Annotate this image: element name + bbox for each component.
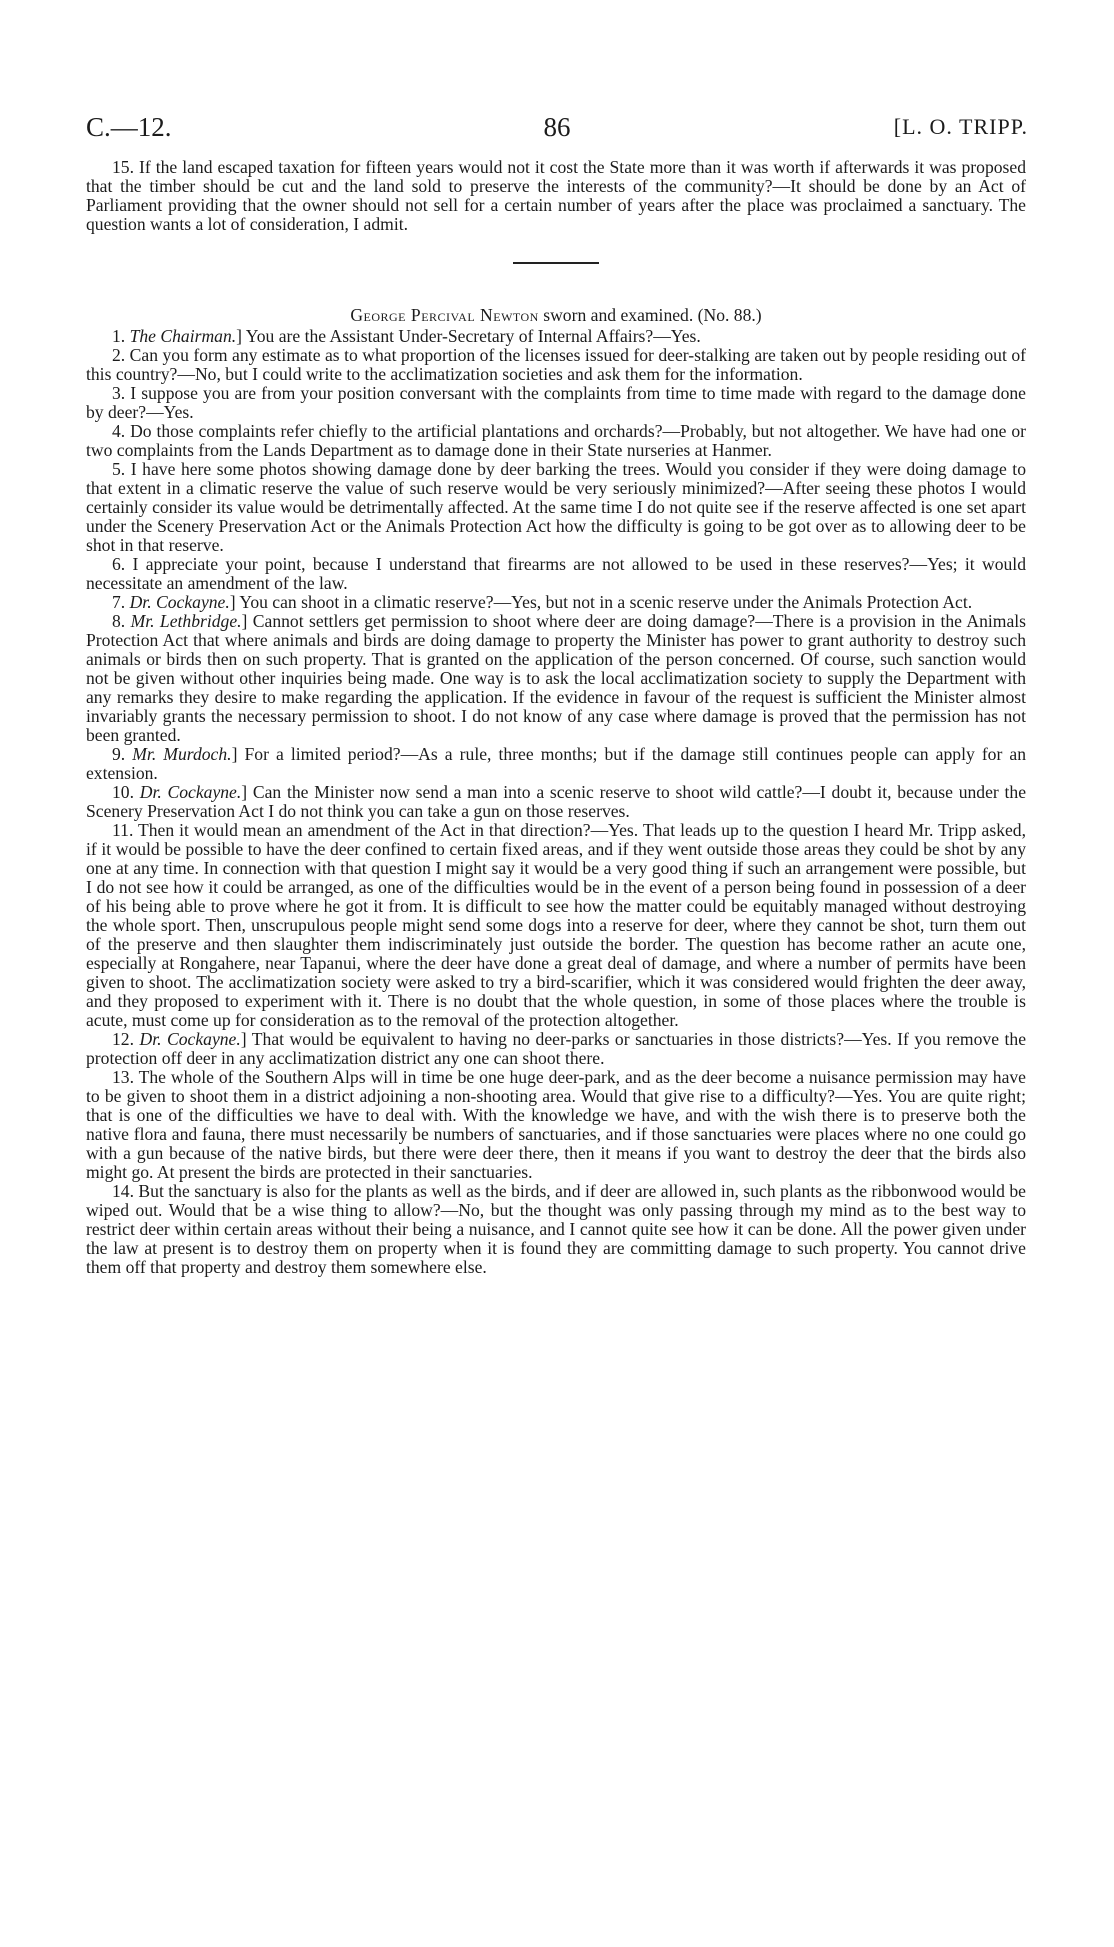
paragraph-q7 xyxy=(86,593,1026,612)
section-divider xyxy=(513,262,599,264)
speaker-name: Dr. Cockayne. xyxy=(129,592,230,612)
paragraph-q12 xyxy=(86,1030,1026,1068)
paragraph-q13: 13. The whole of the Southern Alps will in time be one huge deer-park, and as the deer become a nuisance permission may have to be given to shoot them in a district adjoining a non-shooting area. Would that give rise to a difficulty?—Yes. You are quite right; that is one of the difficulties we have to deal with. With the knowledge we have, and with the wish there is to preserve both the native flora and fauna, there must necessarily be numbers of sanctuaries, and if those sanctuaries were places where no one could go with a gun because of the native birds, but there were deer there, then it means if you want to destroy the deer that the birds also might go. At present the birds are protected in their sanctuaries. xyxy=(86,1067,1026,1182)
witness-header: [L. O. TRIPP. xyxy=(893,114,1028,139)
paragraph-q15: 15. If the land escaped taxation for fifteen years would not it cost the State more than it was worth if afterwards it was proposed that the timber should be cut and the land sold to preserve the interests of the community?—It should be done by an Act of Parliament providing that the owner should not sell for a certain number of years after the place was proclaimed a sanctuary. The question wants a lot of consideration, I admit. xyxy=(86,157,1026,234)
paragraph-q8 xyxy=(86,612,1026,745)
speaker-name: Mr. Lethbridge. xyxy=(130,611,242,631)
speaker-name: Dr. Cockayne. xyxy=(139,782,242,802)
question-number: 1. xyxy=(112,326,130,346)
paragraph-q11: 11. Then it would mean an amendment of the Act in that direction?—Yes. That leads up to the question I heard Mr. Tripp asked, if it would be possible to have the deer confined to certain fixed areas, and if they went outside those areas they could be shot by any one at any time. In connection with that question I might say it would be a very good thing if such an arrangement were possible, but I do not see how it could be arranged, as one of the difficulties would be in the event of a person being found in possession of a deer of his being able to prove where he got it from. It is difficult to see how the matter could be equitably managed without destroying the whole sport. Then, unscrupulous people might send some dogs into a reserve for deer, where they cannot be shot, turn them out of the preserve and then slaughter them indiscriminately just outside the border. The question has become rather an acute one, especially at Rongahere, near Tapanui, where the deer have done a great deal of damage, and where a number of permits have been given to shoot. The acclimatization society were asked to try a bird-scarifier, which it was considered would frighten the deer away, and they proposed to experiment with it. There is no doubt that the whole question, in some of those places where the trouble is acute, must come up for consideration as to the removal of the protection altogether. xyxy=(86,820,1026,1030)
paragraph-q4: 4. Do those complaints refer chiefly to the artificial plantations and orchards?—Probably, but not altogether. We have had one or two complaints from the Lands Department as to damage done in their State nurseries at Hanmer. xyxy=(86,421,1026,460)
question-text: ] For a limited period?—As a rule, three months; but if the damage still continues people can apply for an extension. xyxy=(86,744,1027,783)
speaker-name: The Chairman. xyxy=(129,326,237,346)
question-number: 10. xyxy=(112,782,140,802)
page-number: 86 xyxy=(543,112,571,142)
question-text: ] Can the Minister now send a man into a scenic reserve to shoot wild cattle?—I doubt it, because under the Scenery Preservation Act I do not think you can take a gun on those reserves. xyxy=(86,782,1027,821)
witness-heading xyxy=(86,306,1026,325)
paragraph-q3: 3. I suppose you are from your position conversant with the complaints from time to time made with regard to the damage done by deer?—Yes. xyxy=(86,383,1026,422)
speaker-name: Mr. Murdoch. xyxy=(132,744,232,764)
question-text: ] That would be equivalent to having no deer-parks or sanctuaries in those districts?—Yes. If you remove the protection off deer in any acclimatization district any one can shoot there. xyxy=(86,1029,1026,1068)
document-body xyxy=(86,158,1026,1277)
page-header xyxy=(86,112,1028,152)
question-number: 12. xyxy=(112,1029,140,1049)
speaker-name: Dr. Cockayne. xyxy=(139,1029,241,1049)
question-text: ] You are the Assistant Under-Secretary of Internal Affairs?—Yes. xyxy=(236,326,701,346)
question-text: ] Cannot settlers get permission to shoot where deer are doing damage?—There is a provision in the Animals Protection Act that where animals and birds are doing damage to property the Minister has power to grant authority to destroy such animals or birds then on such property. That is granted on the application of the person concerned. Of course, such sanction would not be given without other inquiries being made. One way is to ask the local acclimatization society to supply the Department with any remarks they desire to make regarding the application. If the evidence in favour of the request is sufficient the Minister almost invariably grants the necessary permission to shoot. I do not know of any case where damage is proved that the permission has not been granted. xyxy=(86,611,1026,745)
paragraph-q2: 2. Can you form any estimate as to what proportion of the licenses issued for deer-stalking are taken out by people residing out of this country?—No, but I could write to the acclimatization societies and ask them for the information. xyxy=(86,345,1026,384)
document-reference: C.—12. xyxy=(86,112,172,142)
paragraph-q9 xyxy=(86,745,1026,783)
witness-name: George Percival Newton xyxy=(350,305,539,325)
question-number: 8. xyxy=(112,611,131,631)
paragraph-q10 xyxy=(86,783,1026,821)
paragraph-q1 xyxy=(86,327,1026,346)
question-number: 9. xyxy=(112,744,133,764)
paragraph-q14: 14. But the sanctuary is also for the plants as well as the birds, and if deer are allowed in, such plants as the ribbonwood would be wiped out. Would that be a wise thing to allow?—No, but the thought was only passing through my mind as to the best way to restrict deer within certain areas without their being a nuisance, and I cannot quite see how it can be done. All the power given under the law at present is to destroy them on property when it is found they are committing damage to such property. You cannot drive them off that property and destroy them somewhere else. xyxy=(86,1181,1026,1277)
witness-heading-rest: sworn and examined. (No. 88.) xyxy=(538,305,762,325)
question-number: 7. xyxy=(112,592,130,612)
paragraph-q6: 6. I appreciate your point, because I understand that firearms are not allowed to be used in these reserves?—Yes; it would necessitate an amendment of the law. xyxy=(86,554,1026,593)
question-text: ] You can shoot in a climatic reserve?—Yes, but not in a scenic reserve under the Animals Protection Act. xyxy=(229,592,973,612)
paragraph-q5: 5. I have here some photos showing damage done by deer barking the trees. Would you consider if they were doing damage to that extent in a climatic reserve the value of such reserve would be very seriously minimized?—After seeing these photos I would certainly consider its value would be detrimentally affected. At the same time I do not quite see if the reserve affected is one set apart under the Scenery Preservation Act or the Animals Protection Act how the difficulty is going to be got over as to allowing deer to be shot in that reserve. xyxy=(86,459,1026,555)
